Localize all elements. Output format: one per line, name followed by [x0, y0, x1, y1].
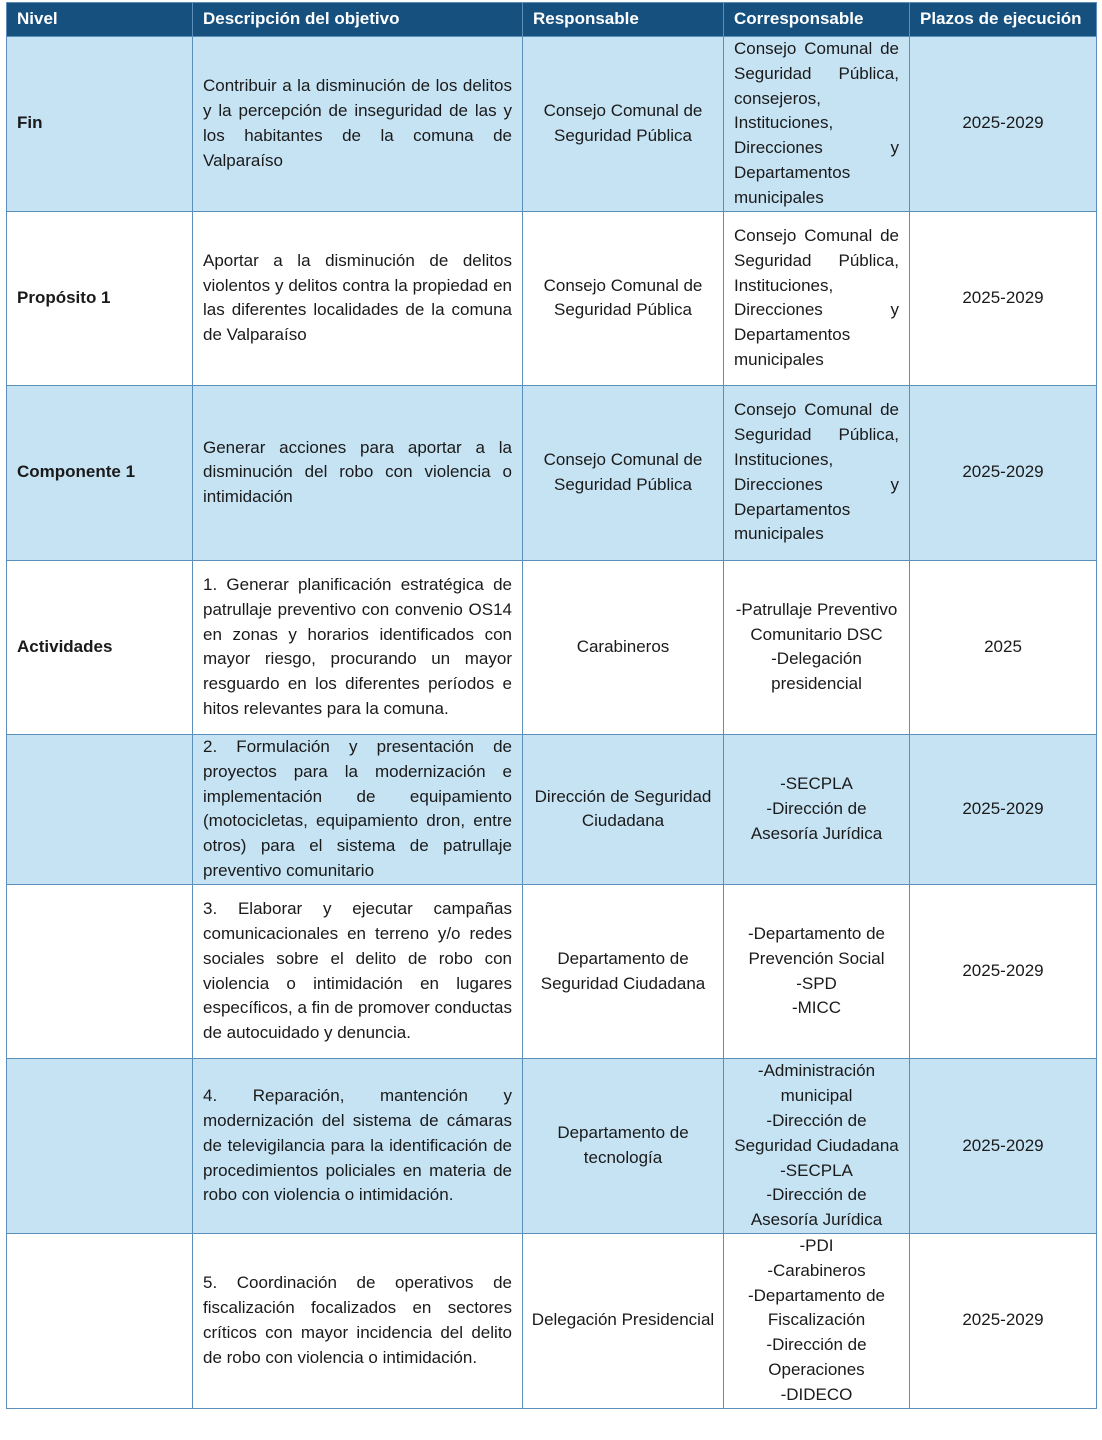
- cell-corresponsable: [724, 37, 910, 212]
- cell-responsable: Dirección de Seguridad Ciudadana: [523, 735, 724, 885]
- table-row: [7, 1233, 1097, 1408]
- corresponsable-item: Consejo Comunal de Seguridad Pública, Instituciones, Direcciones y Departamentos municipales: [734, 400, 899, 544]
- table-row: [7, 37, 1097, 212]
- corresponsable-item: -SECPLA: [780, 1160, 853, 1180]
- cell-descripcion: 5. Coordinación de operativos de fiscalización focalizados en sectores críticos con mayor incidencia del delito de robo con violencia o intimidación.: [193, 1233, 523, 1408]
- cell-corresponsable: [724, 1233, 910, 1408]
- corresponsable-item: -MICC: [791, 998, 842, 1018]
- corresponsable-item: -Delegación presidencial: [771, 649, 862, 694]
- corresponsable-item: -Departamento de Fiscalización: [747, 1285, 886, 1330]
- table-row: [7, 560, 1097, 735]
- cell-responsable: Departamento de tecnología: [523, 1059, 724, 1234]
- cell-descripcion: 3. Elaborar y ejecutar campañas comunicacionales en terreno y/o redes sociales sobre el delito de robo con violencia o intimidación en lugares específicos, a fin de promover conductas de autocuidado y denuncia.: [193, 884, 523, 1059]
- cell-corresponsable: [724, 386, 910, 561]
- corresponsable-item: -Departamento de Prevención Social: [747, 924, 886, 968]
- header-responsable: Responsable: [523, 3, 724, 37]
- corresponsable-item: Consejo Comunal de Seguridad Pública, Instituciones, Direcciones y Departamentos municipales: [734, 225, 899, 369]
- table-row: [7, 1059, 1097, 1234]
- cell-plazo: 2025-2029: [910, 1059, 1097, 1234]
- cell-nivel: [7, 1059, 193, 1234]
- corresponsable-item: -Dirección de Asesoría Jurídica: [750, 1185, 883, 1230]
- cell-corresponsable: [724, 1059, 910, 1234]
- cell-corresponsable: [724, 735, 910, 885]
- cell-plazo: 2025: [910, 560, 1097, 735]
- cell-descripcion: Aportar a la disminución de delitos violentos y delitos contra la propiedad en las diferentes localidades de la comuna de Valparaíso: [193, 211, 523, 386]
- cell-nivel: Propósito 1: [7, 211, 193, 386]
- cell-descripcion: 4. Reparación, mantención y modernización del sistema de cámaras de televigilancia para la identificación de procedimientos policiales en materia de robo con violencia o intimidación.: [193, 1059, 523, 1234]
- header-plazos: Plazos de ejecución: [910, 3, 1097, 37]
- table-row: [7, 884, 1097, 1059]
- header-corresponsable: Corresponsable: [724, 3, 910, 37]
- cell-plazo: 2025-2029: [910, 211, 1097, 386]
- cell-plazo: 2025-2029: [910, 386, 1097, 561]
- cell-responsable: Delegación Presidencial: [523, 1233, 724, 1408]
- table-header-row: [7, 3, 1097, 37]
- cell-descripcion: 1. Generar planificación estratégica de patrullaje preventivo con convenio OS14 en zonas y horarios identificados con mayor riesgo, procurando un mayor resguardo en los diferentes períodos e hitos relevantes para la comuna.: [193, 560, 523, 735]
- cell-plazo: 2025-2029: [910, 735, 1097, 885]
- cell-nivel: Componente 1: [7, 386, 193, 561]
- objectives-table-container: [6, 2, 1096, 1432]
- corresponsable-item: -Dirección de Operaciones: [766, 1335, 867, 1379]
- cell-nivel: [7, 1233, 193, 1408]
- objectives-table: [6, 2, 1097, 1409]
- cell-corresponsable: [724, 884, 910, 1059]
- corresponsable-item: -Dirección de Seguridad Ciudadana: [734, 1110, 899, 1155]
- cell-descripcion: 2. Formulación y presentación de proyectos para la modernización e implementación de equipamiento (motocicletas, equipamiento dron, entre otros) para el sistema de patrullaje preventivo comunitario: [193, 735, 523, 885]
- cell-responsable: Consejo Comunal de Seguridad Pública: [523, 211, 724, 386]
- table-row: [7, 386, 1097, 561]
- table-row: [7, 211, 1097, 386]
- cell-nivel: Fin: [7, 37, 193, 212]
- corresponsable-item: -DIDECO: [780, 1384, 853, 1404]
- header-descripcion: Descripción del objetivo: [193, 3, 523, 37]
- cell-plazo: 2025-2029: [910, 1233, 1097, 1408]
- cell-responsable: Carabineros: [523, 560, 724, 735]
- corresponsable-item: Consejo Comunal de Seguridad Pública, consejeros, Instituciones, Direcciones y Departamentos municipales: [734, 39, 899, 207]
- cell-nivel: Actividades: [7, 560, 193, 735]
- corresponsable-item: -PDI: [799, 1235, 834, 1255]
- cell-corresponsable: [724, 560, 910, 735]
- header-nivel: Nivel: [7, 3, 193, 37]
- cell-plazo: 2025-2029: [910, 37, 1097, 212]
- cell-descripcion: Generar acciones para aportar a la disminución del robo con violencia o intimidación: [193, 386, 523, 561]
- corresponsable-item: -SECPLA: [780, 774, 853, 794]
- corresponsable-item: -SPD: [796, 973, 837, 993]
- corresponsable-item: -Patrullaje Preventivo Comunitario DSC: [735, 599, 898, 644]
- cell-plazo: 2025-2029: [910, 884, 1097, 1059]
- corresponsable-item: -Carabineros: [767, 1260, 866, 1280]
- cell-nivel: [7, 884, 193, 1059]
- cell-nivel: [7, 735, 193, 885]
- cell-responsable: Departamento de Seguridad Ciudadana: [523, 884, 724, 1059]
- cell-descripcion: Contribuir a la disminución de los delitos y la percepción de inseguridad de las y los habitantes de la comuna de Valparaíso: [193, 37, 523, 212]
- cell-responsable: Consejo Comunal de Seguridad Pública: [523, 37, 724, 212]
- cell-corresponsable: [724, 211, 910, 386]
- cell-responsable: Consejo Comunal de Seguridad Pública: [523, 386, 724, 561]
- corresponsable-item: -Dirección de Asesoría Jurídica: [750, 799, 883, 843]
- corresponsable-item: -Administración municipal: [757, 1061, 876, 1106]
- table-row: [7, 735, 1097, 885]
